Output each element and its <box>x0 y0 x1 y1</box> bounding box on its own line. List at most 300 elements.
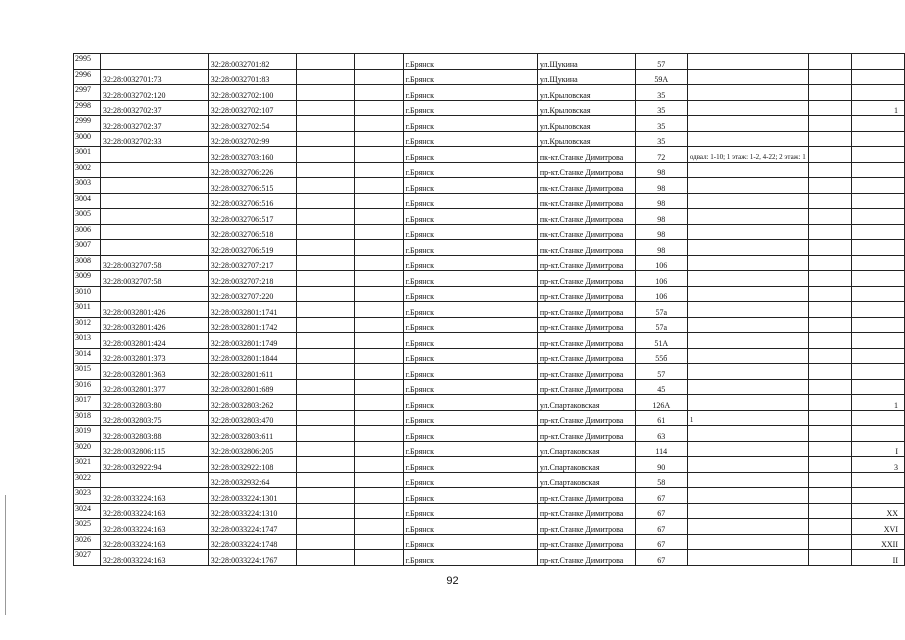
cadastral-parent-cell: 32:28:0033224:163 <box>100 503 208 519</box>
city-cell: г.Брянск <box>403 147 537 163</box>
street-cell: пр-кт.Станке Димитрова <box>537 488 635 504</box>
cadastral-parent-cell: 32:28:0033224:163 <box>100 519 208 535</box>
empty-cell <box>808 271 851 287</box>
premises-cell <box>687 534 808 550</box>
table-body <box>74 54 905 566</box>
cadastral-parent-cell <box>100 209 208 225</box>
premises-cell <box>687 333 808 349</box>
cadastral-number-cell: 32:28:0032922:108 <box>208 457 297 473</box>
cadastral-parent-cell: 32:28:0032801:363 <box>100 364 208 380</box>
empty-cell <box>808 519 851 535</box>
premises-number-cell <box>851 333 904 349</box>
city-cell: г.Брянск <box>403 472 537 488</box>
city-cell: г.Брянск <box>403 255 537 271</box>
city-cell: г.Брянск <box>403 503 537 519</box>
premises-number-cell: XXII <box>851 534 904 550</box>
street-cell: ул.Крыловская <box>537 85 635 101</box>
empty-cell <box>297 426 355 442</box>
house-number-cell: 90 <box>635 457 687 473</box>
row-number-cell: 3000 <box>74 131 101 147</box>
table-row <box>74 193 905 209</box>
city-cell: г.Брянск <box>403 457 537 473</box>
row-number-cell: 3014 <box>74 348 101 364</box>
premises-cell <box>687 302 808 318</box>
empty-cell <box>808 457 851 473</box>
register-table <box>73 53 905 566</box>
row-number-cell: 3013 <box>74 333 101 349</box>
empty-cell <box>354 116 403 132</box>
cadastral-parent-cell: 32:28:0032803:80 <box>100 395 208 411</box>
house-number-cell: 98 <box>635 240 687 256</box>
empty-cell <box>354 364 403 380</box>
empty-cell <box>297 255 355 271</box>
empty-cell <box>354 426 403 442</box>
house-number-cell: 57а <box>635 302 687 318</box>
city-cell: г.Брянск <box>403 54 537 70</box>
premises-cell <box>687 193 808 209</box>
empty-cell <box>297 131 355 147</box>
page-number: 92 <box>446 575 459 587</box>
row-number-cell: 3001 <box>74 147 101 163</box>
empty-cell <box>354 255 403 271</box>
empty-cell <box>297 410 355 426</box>
row-number-cell: 3025 <box>74 519 101 535</box>
premises-number-cell: I <box>851 441 904 457</box>
empty-cell <box>297 534 355 550</box>
empty-cell <box>354 240 403 256</box>
empty-cell <box>297 441 355 457</box>
street-cell: пр-кт.Станке Димитрова <box>537 379 635 395</box>
table-row <box>74 209 905 225</box>
premises-cell <box>687 100 808 116</box>
cadastral-number-cell: 32:28:0032707:218 <box>208 271 297 287</box>
cadastral-number-cell: 32:28:0032702:54 <box>208 116 297 132</box>
city-cell: г.Брянск <box>403 395 537 411</box>
table-row <box>74 286 905 302</box>
table-row <box>74 457 905 473</box>
premises-cell <box>687 488 808 504</box>
street-cell: пр-кт.Станке Димитрова <box>537 317 635 333</box>
row-number-cell: 3005 <box>74 209 101 225</box>
empty-cell <box>808 534 851 550</box>
empty-cell <box>354 410 403 426</box>
empty-cell <box>354 472 403 488</box>
empty-cell <box>297 209 355 225</box>
cadastral-parent-cell: 32:28:0032801:424 <box>100 333 208 349</box>
empty-cell <box>297 286 355 302</box>
premises-number-cell <box>851 255 904 271</box>
empty-cell <box>808 240 851 256</box>
cadastral-parent-cell: 32:28:0032701:73 <box>100 69 208 85</box>
house-number-cell: 106 <box>635 271 687 287</box>
house-number-cell: 35 <box>635 131 687 147</box>
row-number-cell: 2998 <box>74 100 101 116</box>
house-number-cell: 98 <box>635 178 687 194</box>
empty-cell <box>297 472 355 488</box>
street-cell: ул.Щукина <box>537 54 635 70</box>
row-number-cell: 3006 <box>74 224 101 240</box>
row-number-cell: 2997 <box>74 85 101 101</box>
city-cell: г.Брянск <box>403 85 537 101</box>
empty-cell <box>297 224 355 240</box>
house-number-cell: 57а <box>635 317 687 333</box>
empty-cell <box>808 395 851 411</box>
cadastral-parent-cell <box>100 286 208 302</box>
house-number-cell: 98 <box>635 162 687 178</box>
empty-cell <box>354 519 403 535</box>
street-cell: пр-кт.Станке Димитрова <box>537 255 635 271</box>
empty-cell <box>297 116 355 132</box>
house-number-cell: 98 <box>635 224 687 240</box>
premises-cell <box>687 240 808 256</box>
house-number-cell: 35 <box>635 100 687 116</box>
city-cell: г.Брянск <box>403 317 537 333</box>
street-cell: ул.Крыловская <box>537 116 635 132</box>
premises-cell <box>687 54 808 70</box>
street-cell: ул.Спартаковская <box>537 441 635 457</box>
premises-cell <box>687 286 808 302</box>
empty-cell <box>354 209 403 225</box>
table-row <box>74 240 905 256</box>
cadastral-number-cell: 32:28:0032702:107 <box>208 100 297 116</box>
empty-cell <box>808 286 851 302</box>
empty-cell <box>808 100 851 116</box>
row-number-cell: 3008 <box>74 255 101 271</box>
register-table-container <box>73 53 905 566</box>
premises-cell <box>687 271 808 287</box>
premises-number-cell <box>851 85 904 101</box>
empty-cell <box>297 147 355 163</box>
premises-cell <box>687 364 808 380</box>
cadastral-parent-cell: 32:28:0032801:377 <box>100 379 208 395</box>
street-cell: ул.Щукина <box>537 69 635 85</box>
cadastral-number-cell: 32:28:0032701:82 <box>208 54 297 70</box>
house-number-cell: 61 <box>635 410 687 426</box>
empty-cell <box>354 379 403 395</box>
premises-number-cell: 1 <box>851 395 904 411</box>
premises-cell <box>687 379 808 395</box>
empty-cell <box>297 503 355 519</box>
premises-number-cell <box>851 116 904 132</box>
empty-cell <box>354 193 403 209</box>
empty-cell <box>808 348 851 364</box>
empty-cell <box>808 317 851 333</box>
house-number-cell: 67 <box>635 550 687 566</box>
street-cell: пр-кт.Станке Димитрова <box>537 333 635 349</box>
table-row <box>74 441 905 457</box>
table-row <box>74 85 905 101</box>
cadastral-parent-cell <box>100 178 208 194</box>
table-row <box>74 255 905 271</box>
cadastral-parent-cell: 32:28:0032702:120 <box>100 85 208 101</box>
house-number-cell: 35 <box>635 85 687 101</box>
premises-cell <box>687 395 808 411</box>
cadastral-number-cell: 32:28:0032801:1741 <box>208 302 297 318</box>
row-number-cell: 3007 <box>74 240 101 256</box>
cadastral-parent-cell: 32:28:0033224:163 <box>100 550 208 566</box>
empty-cell <box>354 54 403 70</box>
cadastral-parent-cell: 32:28:0032702:37 <box>100 100 208 116</box>
cadastral-parent-cell: 32:28:0032803:75 <box>100 410 208 426</box>
city-cell: г.Брянск <box>403 131 537 147</box>
city-cell: г.Брянск <box>403 116 537 132</box>
house-number-cell: 45 <box>635 379 687 395</box>
cadastral-number-cell: 32:28:0032806:205 <box>208 441 297 457</box>
premises-number-cell <box>851 54 904 70</box>
empty-cell <box>808 488 851 504</box>
street-cell: пк-кт.Станке Димитрова <box>537 193 635 209</box>
empty-cell <box>297 550 355 566</box>
premises-number-cell <box>851 209 904 225</box>
cadastral-number-cell: 32:28:0032706:226 <box>208 162 297 178</box>
table-row <box>74 54 905 70</box>
city-cell: г.Брянск <box>403 271 537 287</box>
empty-cell <box>808 550 851 566</box>
empty-cell <box>808 147 851 163</box>
street-cell: пр-кт.Станке Димитрова <box>537 348 635 364</box>
city-cell: г.Брянск <box>403 178 537 194</box>
empty-cell <box>354 457 403 473</box>
empty-cell <box>297 100 355 116</box>
row-number-cell: 3015 <box>74 364 101 380</box>
cadastral-parent-cell: 32:28:0032922:94 <box>100 457 208 473</box>
empty-cell <box>808 209 851 225</box>
house-number-cell: 106 <box>635 286 687 302</box>
city-cell: г.Брянск <box>403 224 537 240</box>
city-cell: г.Брянск <box>403 100 537 116</box>
premises-cell <box>687 178 808 194</box>
street-cell: пк-кт.Станке Димитрова <box>537 224 635 240</box>
empty-cell <box>354 100 403 116</box>
cadastral-parent-cell: 32:28:0032702:37 <box>100 116 208 132</box>
premises-cell <box>687 348 808 364</box>
premises-number-cell: 3 <box>851 457 904 473</box>
row-number-cell: 2996 <box>74 69 101 85</box>
city-cell: г.Брянск <box>403 410 537 426</box>
table-row <box>74 488 905 504</box>
empty-cell <box>297 333 355 349</box>
premises-cell <box>687 441 808 457</box>
premises-number-cell <box>851 379 904 395</box>
empty-cell <box>354 178 403 194</box>
empty-cell <box>354 395 403 411</box>
cadastral-number-cell: 32:28:0033224:1310 <box>208 503 297 519</box>
empty-cell <box>297 364 355 380</box>
cadastral-number-cell: 32:28:0032801:689 <box>208 379 297 395</box>
house-number-cell: 63 <box>635 426 687 442</box>
premises-cell <box>687 69 808 85</box>
city-cell: г.Брянск <box>403 364 537 380</box>
premises-number-cell <box>851 240 904 256</box>
city-cell: г.Брянск <box>403 209 537 225</box>
row-number-cell: 3016 <box>74 379 101 395</box>
cadastral-number-cell: 32:28:0032801:1749 <box>208 333 297 349</box>
street-cell: пр-кт.Станке Димитрова <box>537 503 635 519</box>
street-cell: пр-кт.Станке Димитрова <box>537 302 635 318</box>
street-cell: пр-кт.Станке Димитрова <box>537 534 635 550</box>
empty-cell <box>297 519 355 535</box>
row-number-cell: 3026 <box>74 534 101 550</box>
street-cell: ул.Спартаковская <box>537 395 635 411</box>
empty-cell <box>808 441 851 457</box>
empty-cell <box>297 178 355 194</box>
cadastral-parent-cell: 32:28:0033224:163 <box>100 488 208 504</box>
empty-cell <box>297 85 355 101</box>
street-cell: пк-кт.Станке Димитрова <box>537 240 635 256</box>
empty-cell <box>354 147 403 163</box>
row-number-cell: 3018 <box>74 410 101 426</box>
row-number-cell: 2999 <box>74 116 101 132</box>
empty-cell <box>354 348 403 364</box>
premises-cell: 1 <box>687 410 808 426</box>
house-number-cell: 67 <box>635 519 687 535</box>
cadastral-parent-cell <box>100 224 208 240</box>
cadastral-number-cell: 32:28:0032702:99 <box>208 131 297 147</box>
cadastral-number-cell: 32:28:0032706:515 <box>208 178 297 194</box>
house-number-cell: 51А <box>635 333 687 349</box>
empty-cell <box>808 410 851 426</box>
empty-cell <box>354 302 403 318</box>
cadastral-parent-cell <box>100 162 208 178</box>
city-cell: г.Брянск <box>403 348 537 364</box>
city-cell: г.Брянск <box>403 333 537 349</box>
street-cell: ул.Спартаковская <box>537 472 635 488</box>
empty-cell <box>354 69 403 85</box>
table-row <box>74 131 905 147</box>
house-number-cell: 114 <box>635 441 687 457</box>
table-row <box>74 69 905 85</box>
table-row <box>74 364 905 380</box>
cadastral-number-cell: 32:28:0033224:1767 <box>208 550 297 566</box>
cadastral-number-cell: 32:28:0032701:83 <box>208 69 297 85</box>
house-number-cell: 59А <box>635 69 687 85</box>
premises-number-cell <box>851 410 904 426</box>
premises-number-cell: XX <box>851 503 904 519</box>
row-number-cell: 3002 <box>74 162 101 178</box>
cadastral-parent-cell: 32:28:0032801:373 <box>100 348 208 364</box>
table-row <box>74 147 905 163</box>
cadastral-number-cell: 32:28:0032801:611 <box>208 364 297 380</box>
empty-cell <box>297 457 355 473</box>
empty-cell <box>297 317 355 333</box>
premises-number-cell <box>851 488 904 504</box>
empty-cell <box>808 503 851 519</box>
house-number-cell: 35 <box>635 116 687 132</box>
table-row <box>74 519 905 535</box>
premises-cell <box>687 162 808 178</box>
empty-cell <box>354 286 403 302</box>
cadastral-number-cell: 32:28:0033224:1301 <box>208 488 297 504</box>
empty-cell <box>808 69 851 85</box>
table-row <box>74 534 905 550</box>
row-number-cell: 3021 <box>74 457 101 473</box>
cadastral-number-cell: 32:28:0032707:220 <box>208 286 297 302</box>
street-cell: пр-кт.Станке Димитрова <box>537 271 635 287</box>
cadastral-number-cell: 32:28:0032706:516 <box>208 193 297 209</box>
cadastral-parent-cell: 32:28:0032707:58 <box>100 271 208 287</box>
table-row <box>74 550 905 566</box>
table-row <box>74 100 905 116</box>
table-row <box>74 271 905 287</box>
row-number-cell: 3003 <box>74 178 101 194</box>
cadastral-number-cell: 32:28:0033224:1747 <box>208 519 297 535</box>
house-number-cell: 55б <box>635 348 687 364</box>
empty-cell <box>354 441 403 457</box>
premises-number-cell <box>851 472 904 488</box>
premises-cell <box>687 116 808 132</box>
table-row <box>74 333 905 349</box>
empty-cell <box>808 131 851 147</box>
empty-cell <box>297 193 355 209</box>
empty-cell <box>354 85 403 101</box>
empty-cell <box>354 333 403 349</box>
cadastral-number-cell: 32:28:0032702:100 <box>208 85 297 101</box>
table-row <box>74 410 905 426</box>
house-number-cell: 98 <box>635 209 687 225</box>
premises-cell <box>687 255 808 271</box>
empty-cell <box>297 162 355 178</box>
cadastral-parent-cell <box>100 240 208 256</box>
street-cell: пк-кт.Станке Димитрова <box>537 178 635 194</box>
table-row <box>74 426 905 442</box>
house-number-cell: 98 <box>635 193 687 209</box>
street-cell: пр-кт.Станке Димитрова <box>537 286 635 302</box>
empty-cell <box>808 162 851 178</box>
premises-number-cell <box>851 271 904 287</box>
row-number-cell: 3019 <box>74 426 101 442</box>
cadastral-parent-cell <box>100 193 208 209</box>
city-cell: г.Брянск <box>403 519 537 535</box>
house-number-cell: 58 <box>635 472 687 488</box>
premises-cell <box>687 131 808 147</box>
premises-number-cell <box>851 286 904 302</box>
city-cell: г.Брянск <box>403 534 537 550</box>
street-cell: ул.Крыловская <box>537 131 635 147</box>
empty-cell <box>297 240 355 256</box>
empty-cell <box>808 302 851 318</box>
cadastral-parent-cell: 32:28:0032803:88 <box>100 426 208 442</box>
empty-cell <box>297 379 355 395</box>
premises-cell: одвал: 1-10; 1 этаж: 1-2, 4-22; 2 этаж: 1 <box>687 147 808 163</box>
cadastral-number-cell: 32:28:0032706:518 <box>208 224 297 240</box>
house-number-cell: 67 <box>635 534 687 550</box>
cadastral-number-cell: 32:28:0032801:1844 <box>208 348 297 364</box>
city-cell: г.Брянск <box>403 488 537 504</box>
premises-number-cell <box>851 131 904 147</box>
row-number-cell: 3027 <box>74 550 101 566</box>
table-row <box>74 348 905 364</box>
empty-cell <box>297 395 355 411</box>
premises-number-cell: II <box>851 550 904 566</box>
street-cell: пр-кт.Станке Димитрова <box>537 519 635 535</box>
row-number-cell: 3017 <box>74 395 101 411</box>
cadastral-number-cell: 32:28:0032706:517 <box>208 209 297 225</box>
cadastral-parent-cell <box>100 54 208 70</box>
row-number-cell: 3010 <box>74 286 101 302</box>
cadastral-number-cell: 32:28:0032707:217 <box>208 255 297 271</box>
row-number-cell: 3023 <box>74 488 101 504</box>
empty-cell <box>808 379 851 395</box>
house-number-cell: 67 <box>635 503 687 519</box>
empty-cell <box>297 271 355 287</box>
cadastral-number-cell: 32:28:0033224:1748 <box>208 534 297 550</box>
premises-cell <box>687 519 808 535</box>
house-number-cell: 106 <box>635 255 687 271</box>
street-cell: пк-кт.Станке Димитрова <box>537 147 635 163</box>
cadastral-parent-cell: 32:28:0032707:58 <box>100 255 208 271</box>
table-row <box>74 162 905 178</box>
street-cell: пр-кт.Станке Димитрова <box>537 426 635 442</box>
